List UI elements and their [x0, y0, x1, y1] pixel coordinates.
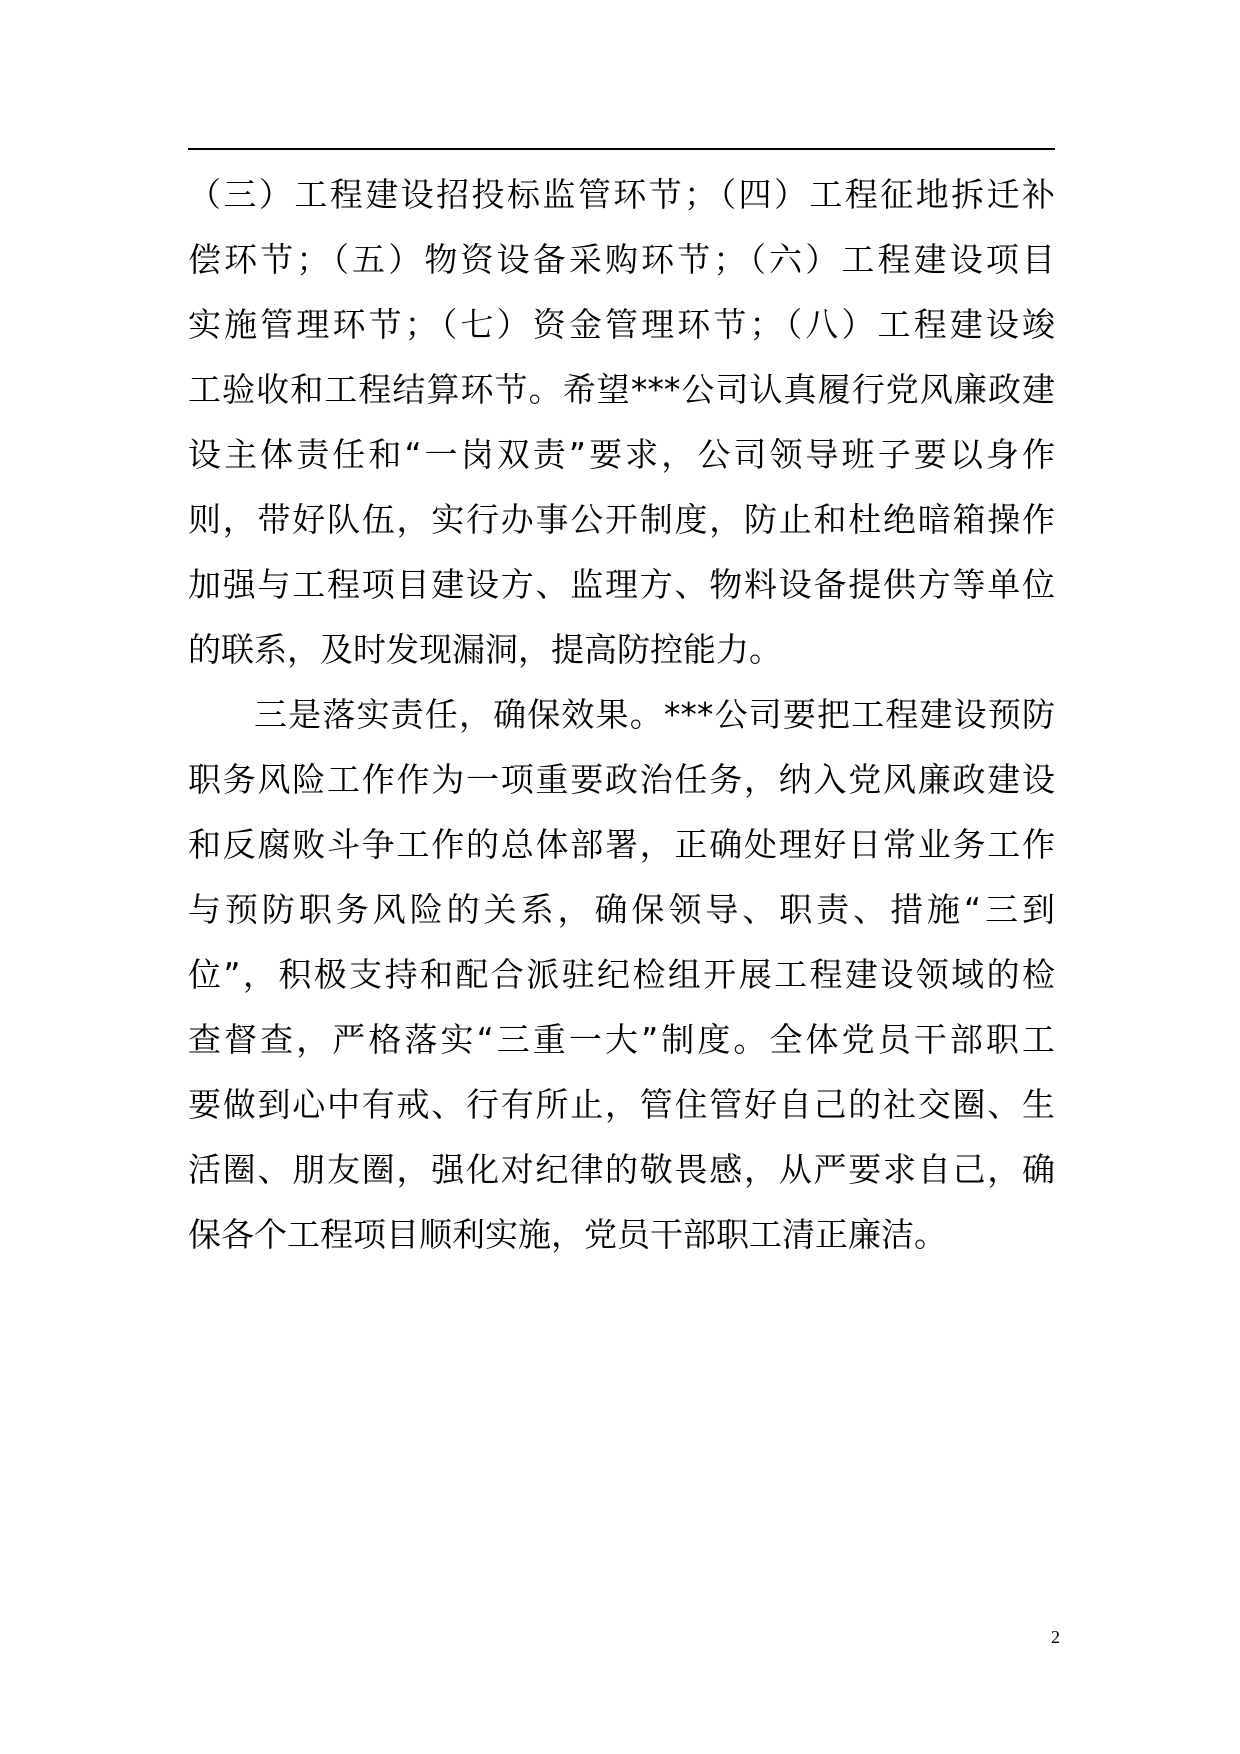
text-line: 加强与工程项目建设方、监理方、物料设备提供方等单位	[188, 565, 1055, 604]
text-line: 查督查，严格落实“三重一大”制度。全体党员干部职工	[188, 1020, 1055, 1059]
text-line: 的联系，及时发现漏洞，提高防控能力。	[188, 630, 782, 669]
text-line: 活圈、朋友圈，强化对纪律的敬畏感，从严要求自己，确	[188, 1150, 1055, 1189]
page-number: 2	[1051, 1627, 1060, 1647]
text-line: 要做到心中有戒、行有所止，管住管好自己的社交圈、生	[188, 1085, 1055, 1124]
text-line: 保各个工程项目顺利实施，党员干部职工清正廉洁。	[188, 1215, 947, 1254]
text-line: 和反腐败斗争工作的总体部署，正确处理好日常业务工作	[188, 825, 1055, 864]
body-text	[188, 162, 1055, 1267]
text-line: 与预防职务风险的关系，确保领导、职责、措施“三到	[188, 890, 1055, 929]
text-line: 偿环节；（五）物资设备采购环节；（六）工程建设项目	[188, 240, 1055, 279]
text-line: 实施管理环节；（七）资金管理环节；（八）工程建设竣	[188, 305, 1055, 344]
header-rule	[188, 148, 1055, 150]
text-line: 职务风险工作作为一项重要政治任务，纳入党风廉政建设	[188, 760, 1055, 799]
text-line: （三）工程建设招投标监管环节；（四）工程征地拆迁补	[188, 175, 1055, 214]
text-line: 位”，积极支持和配合派驻纪检组开展工程建设领域的检	[188, 955, 1055, 994]
paragraph-start-line: 三是落实责任，确保效果。***公司要把工程建设预防	[254, 695, 1055, 734]
text-line: 工验收和工程结算环节。希望***公司认真履行党风廉政建	[188, 370, 1055, 409]
text-line: 则，带好队伍，实行办事公开制度，防止和杜绝暗箱操作	[188, 500, 1055, 539]
text-line: 设主体责任和“一岗双责”要求，公司领导班子要以身作	[188, 435, 1055, 474]
